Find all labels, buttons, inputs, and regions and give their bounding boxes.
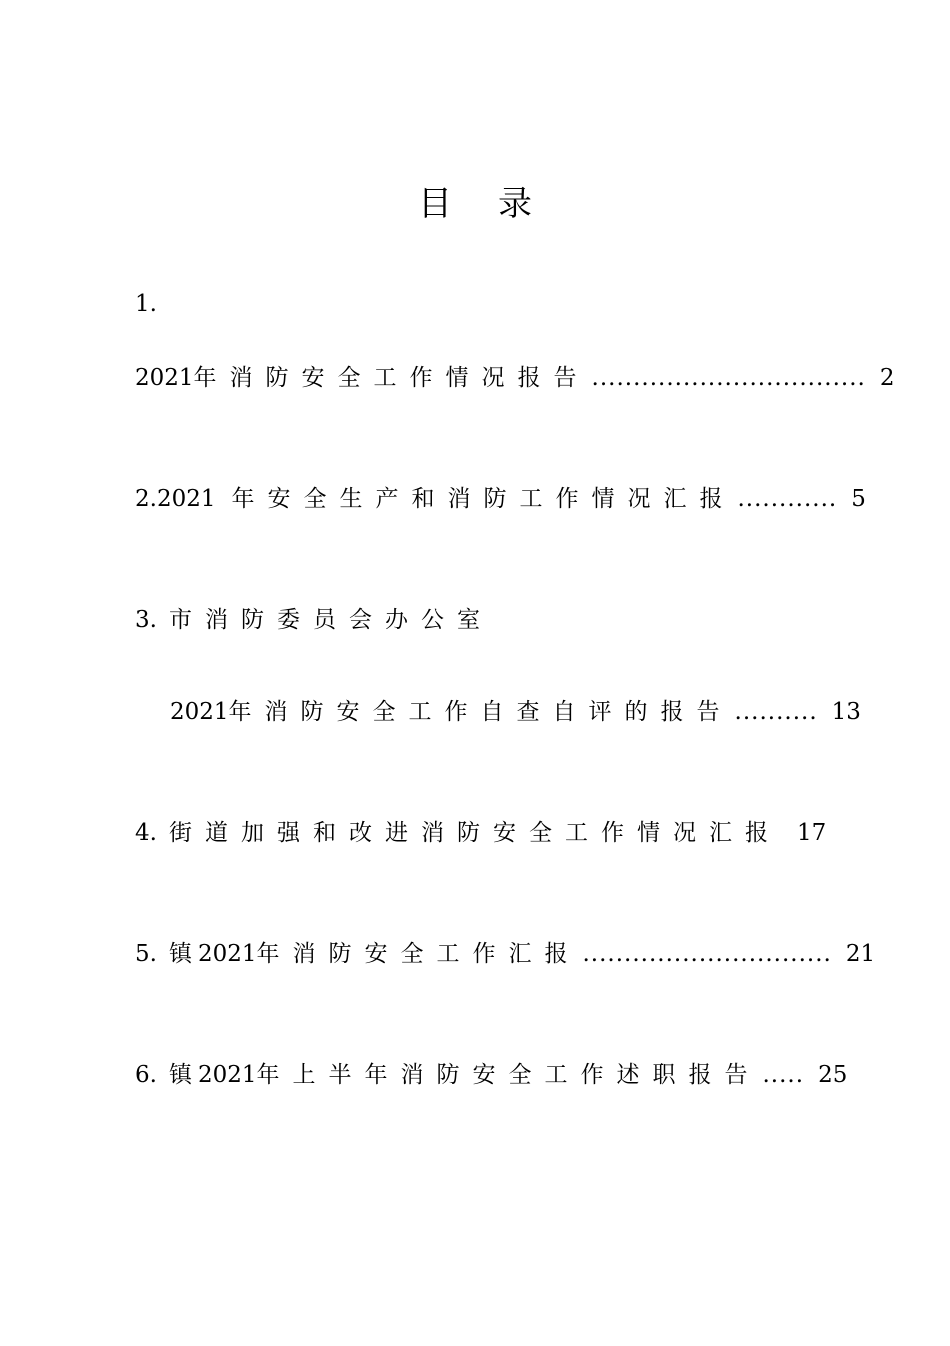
toc-entry-2-page: 5 (851, 486, 866, 512)
toc-entry-3-text: 2021年消防安全工作自查自评的报告 (170, 699, 733, 725)
toc-entry-5-text: 5. 镇 2021年消防安全工作汇报 (135, 941, 581, 967)
toc-entry-2[interactable] (135, 484, 866, 514)
toc-entry-1-text: 2021年消防安全工作情况报告 (135, 365, 590, 391)
toc-entry-5-page: 21 (845, 941, 876, 967)
toc-entry-3[interactable] (170, 697, 861, 727)
toc-entry-1-leader: ................................. (591, 365, 866, 391)
toc-entry-4-page: 17 (796, 820, 827, 846)
toc-entry-3-leader: .......... (734, 699, 818, 725)
toc-entry-6-page: 25 (818, 1062, 848, 1088)
toc-entry-2-leader: ............ (737, 486, 838, 512)
toc-title: 目录 (418, 184, 578, 224)
toc-entry-5[interactable] (135, 939, 876, 969)
toc-entry-6[interactable] (135, 1060, 848, 1090)
toc-entry-1-page: 2 (879, 365, 895, 391)
toc-entry-6-leader: ..... (762, 1062, 805, 1088)
toc-entry-1-number: 1. (135, 291, 157, 317)
toc-entry-1[interactable] (135, 363, 895, 393)
toc-entry-6-text: 6. 镇 2021年上半年消防安全工作述职报告 (135, 1062, 761, 1088)
toc-entry-3-page: 13 (831, 699, 861, 725)
toc-entry-4-text: 4. 街道加强和改进消防安全工作情况汇报 (135, 820, 781, 846)
toc-entry-2-text: 2.2021 年安全生产和消防工作情况汇报 (135, 486, 736, 512)
toc-entry-4[interactable] (135, 818, 827, 848)
toc-entry-3-heading: 3. 市消防委员会办公室 (135, 607, 493, 633)
toc-entry-5-leader: .............................. (582, 941, 832, 967)
